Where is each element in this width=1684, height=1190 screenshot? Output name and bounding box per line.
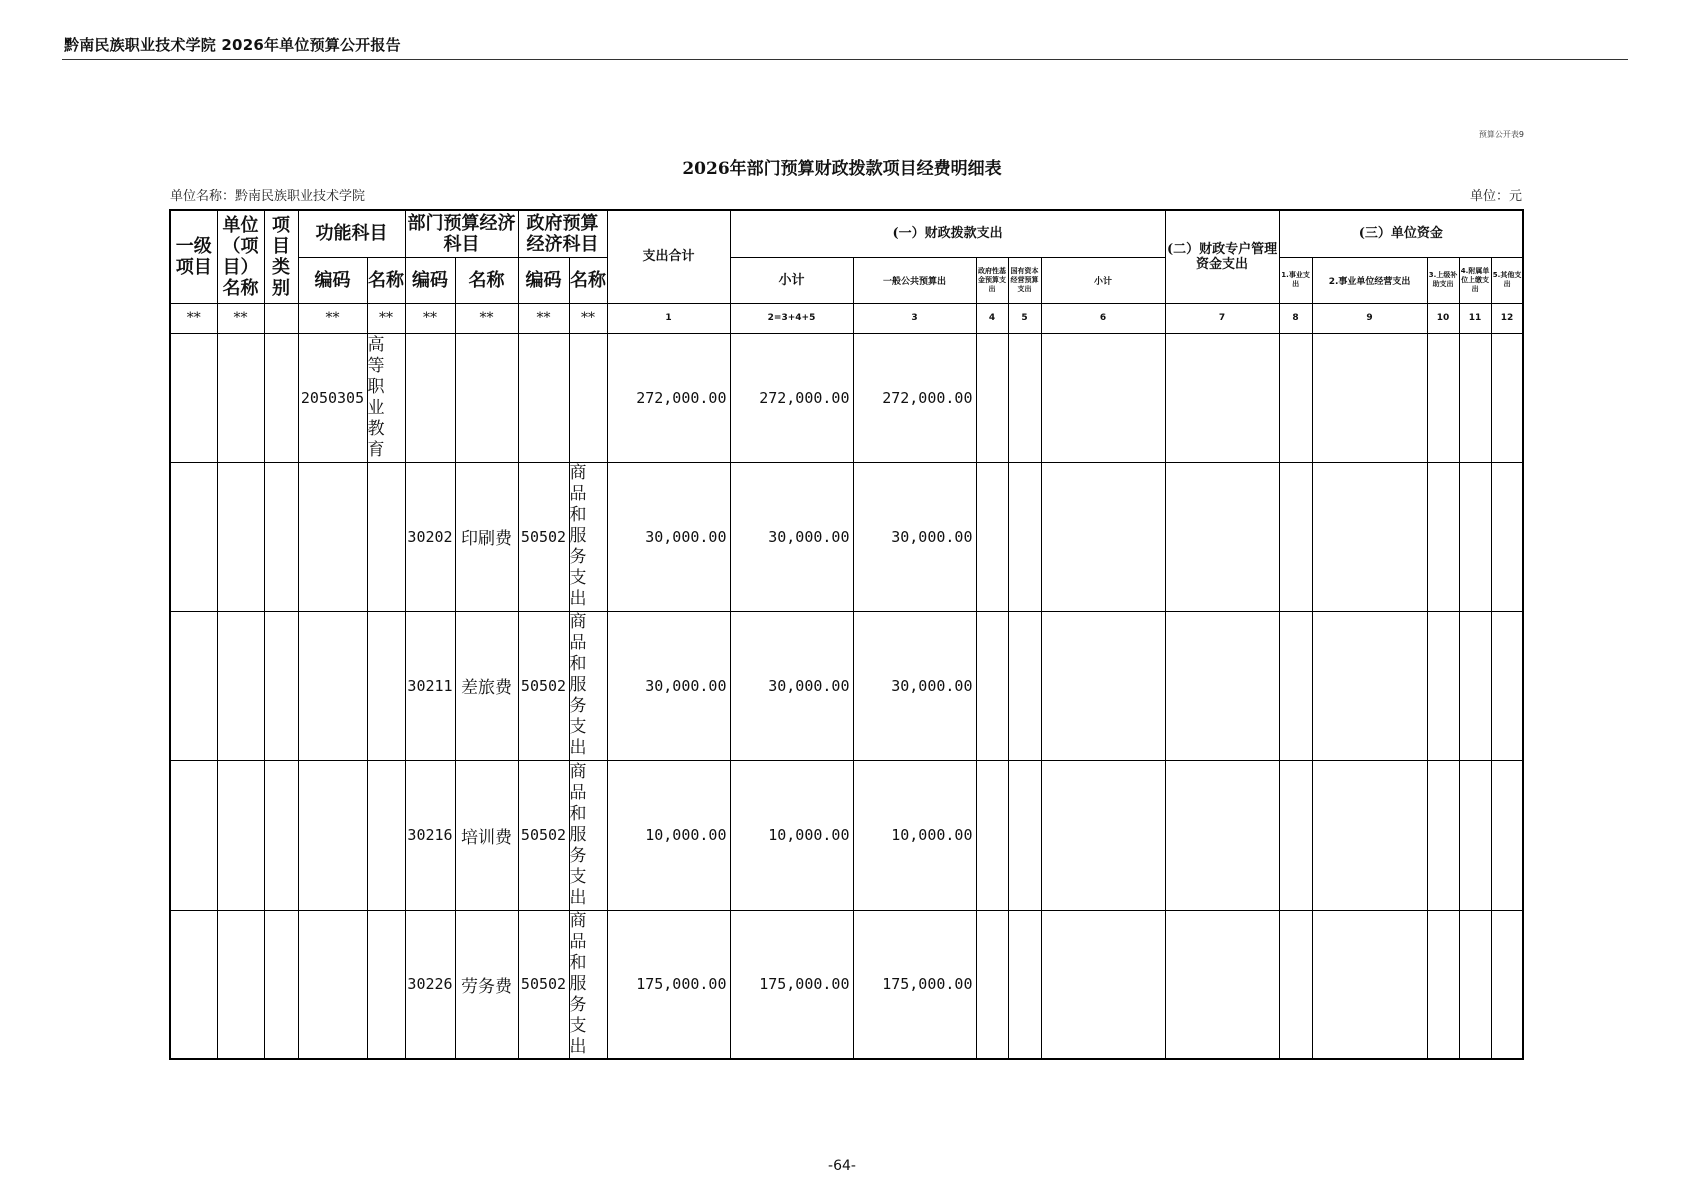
func-code-cell bbox=[298, 760, 367, 910]
func-code-cell bbox=[298, 462, 367, 611]
empty-cell bbox=[170, 462, 217, 611]
dept-code-cell: 30211 bbox=[405, 611, 455, 760]
table-row bbox=[170, 910, 1523, 1059]
header-fiscal: (一）财政拨款支出 bbox=[730, 210, 1165, 257]
table-row bbox=[170, 760, 1523, 910]
header-gov-econ-subject: 政府预算经济科目 bbox=[518, 210, 607, 257]
empty-cell bbox=[1165, 462, 1279, 611]
header-state-capital: 国有资本经营预算支出 bbox=[1008, 257, 1041, 303]
index-cell: 11 bbox=[1459, 303, 1491, 333]
total-cell: 175,000.00 bbox=[607, 910, 730, 1059]
page-header: 黔南民族职业技术学院 2026年单位预算公开报告 bbox=[64, 36, 401, 54]
header-unit-project-name: 单位（项目）名称 bbox=[217, 210, 264, 303]
empty-cell bbox=[1165, 611, 1279, 760]
empty-cell bbox=[170, 910, 217, 1059]
general-budget-cell: 175,000.00 bbox=[853, 910, 976, 1059]
empty-cell bbox=[170, 611, 217, 760]
index-cell: 12 bbox=[1491, 303, 1523, 333]
index-cell: 1 bbox=[607, 303, 730, 333]
index-cell: 4 bbox=[976, 303, 1008, 333]
empty-cell bbox=[1008, 910, 1041, 1059]
empty-cell bbox=[264, 760, 298, 910]
header-functional-subject: 功能科目 bbox=[298, 210, 405, 257]
gov-code-cell: 50502 bbox=[518, 462, 569, 611]
empty-cell bbox=[217, 910, 264, 1059]
empty-cell bbox=[1041, 333, 1165, 462]
func-name-cell bbox=[367, 611, 405, 760]
header-general-budget: 一般公共预算出 bbox=[853, 257, 976, 303]
unit-name: 单位名称：黔南民族职业技术学院 bbox=[170, 189, 366, 204]
general-budget-cell: 272,000.00 bbox=[853, 333, 976, 462]
header-other-expense: 5.其他支出 bbox=[1491, 257, 1523, 303]
header-gov-fund: 政府性基金预算支出 bbox=[976, 257, 1008, 303]
table-row bbox=[170, 611, 1523, 760]
dept-name-cell: 培训费 bbox=[455, 760, 518, 910]
index-cell: ** bbox=[217, 303, 264, 333]
empty-cell bbox=[1491, 910, 1523, 1059]
empty-cell bbox=[1459, 760, 1491, 910]
index-cell: ** bbox=[170, 303, 217, 333]
header-gov-code: 编码 bbox=[518, 257, 569, 303]
total-cell: 30,000.00 bbox=[607, 462, 730, 611]
header-func-code: 编码 bbox=[298, 257, 367, 303]
header-dept-econ-subject: 部门预算经济科目 bbox=[405, 210, 518, 257]
gov-name-cell: 商品和服务支出 bbox=[569, 910, 607, 1059]
header-fiscal-subtotal: 小计 bbox=[730, 257, 853, 303]
general-budget-cell: 30,000.00 bbox=[853, 611, 976, 760]
header-row-2 bbox=[170, 257, 1523, 303]
header-dept-name: 名称 bbox=[455, 257, 518, 303]
subtotal-cell: 30,000.00 bbox=[730, 462, 853, 611]
empty-cell bbox=[1491, 611, 1523, 760]
general-budget-cell: 10,000.00 bbox=[853, 760, 976, 910]
header-unit-funds: (三）单位资金 bbox=[1279, 210, 1523, 257]
empty-cell bbox=[1312, 910, 1427, 1059]
header-row-1 bbox=[170, 210, 1523, 257]
empty-cell bbox=[264, 333, 298, 462]
empty-cell bbox=[1427, 760, 1459, 910]
dept-name-cell bbox=[455, 333, 518, 462]
empty-cell bbox=[170, 333, 217, 462]
empty-cell bbox=[976, 611, 1008, 760]
func-name-cell bbox=[367, 462, 405, 611]
dept-name-cell: 差旅费 bbox=[455, 611, 518, 760]
dept-name-cell: 劳务费 bbox=[455, 910, 518, 1059]
empty-cell bbox=[1459, 333, 1491, 462]
empty-cell bbox=[1491, 760, 1523, 910]
empty-cell bbox=[1008, 760, 1041, 910]
header-dept-code: 编码 bbox=[405, 257, 455, 303]
empty-cell bbox=[264, 611, 298, 760]
empty-cell bbox=[1165, 760, 1279, 910]
empty-cell bbox=[1427, 611, 1459, 760]
header-gov-name: 名称 bbox=[569, 257, 607, 303]
total-cell: 10,000.00 bbox=[607, 760, 730, 910]
gov-code-cell: 50502 bbox=[518, 910, 569, 1059]
func-name-cell: 高等职业教育 bbox=[367, 333, 405, 462]
index-cell: 9 bbox=[1312, 303, 1427, 333]
index-cell: 6 bbox=[1041, 303, 1165, 333]
empty-cell bbox=[1459, 910, 1491, 1059]
header-total: 支出合计 bbox=[607, 210, 730, 303]
empty-cell bbox=[217, 760, 264, 910]
index-cell: ** bbox=[298, 303, 367, 333]
empty-cell bbox=[1459, 611, 1491, 760]
empty-cell bbox=[217, 333, 264, 462]
gov-name-cell: 商品和服务支出 bbox=[569, 760, 607, 910]
subtotal-cell: 175,000.00 bbox=[730, 910, 853, 1059]
index-cell: 10 bbox=[1427, 303, 1459, 333]
empty-cell bbox=[1491, 333, 1523, 462]
budget-table bbox=[169, 209, 1524, 1060]
index-cell: ** bbox=[367, 303, 405, 333]
index-cell: ** bbox=[405, 303, 455, 333]
header-biz-expense: 1.事业支出 bbox=[1279, 257, 1312, 303]
empty-cell bbox=[1427, 910, 1459, 1059]
index-cell bbox=[264, 303, 298, 333]
empty-cell bbox=[1279, 333, 1312, 462]
gov-code-cell bbox=[518, 333, 569, 462]
empty-cell bbox=[1008, 611, 1041, 760]
empty-cell bbox=[1041, 462, 1165, 611]
index-cell: ** bbox=[455, 303, 518, 333]
table-code: 预算公开表9 bbox=[1478, 130, 1524, 139]
index-cell: ** bbox=[518, 303, 569, 333]
empty-cell bbox=[1008, 462, 1041, 611]
empty-cell bbox=[1427, 462, 1459, 611]
header-project-type: 项目类别 bbox=[264, 210, 298, 303]
gov-code-cell: 50502 bbox=[518, 611, 569, 760]
empty-cell bbox=[264, 910, 298, 1059]
dept-code-cell: 30226 bbox=[405, 910, 455, 1059]
func-code-cell: 2050305 bbox=[298, 333, 367, 462]
index-cell: 5 bbox=[1008, 303, 1041, 333]
page-number: -64- bbox=[828, 1158, 856, 1174]
gov-code-cell: 50502 bbox=[518, 760, 569, 910]
empty-cell bbox=[1312, 462, 1427, 611]
header-special-account: (二）财政专户管理资金支出 bbox=[1165, 210, 1279, 303]
index-cell: 2=3+4+5 bbox=[730, 303, 853, 333]
total-cell: 272,000.00 bbox=[607, 333, 730, 462]
empty-cell bbox=[1312, 611, 1427, 760]
dept-name-cell: 印刷费 bbox=[455, 462, 518, 611]
empty-cell bbox=[1165, 333, 1279, 462]
header-func-name: 名称 bbox=[367, 257, 405, 303]
dept-code-cell: 30202 bbox=[405, 462, 455, 611]
empty-cell bbox=[217, 462, 264, 611]
header-biz-operating: 2.事业单位经营支出 bbox=[1312, 257, 1427, 303]
empty-cell bbox=[1312, 760, 1427, 910]
empty-cell bbox=[1312, 333, 1427, 462]
header-affiliated-turnover: 4.附属单位上缴支出 bbox=[1459, 257, 1491, 303]
total-cell: 30,000.00 bbox=[607, 611, 730, 760]
empty-cell bbox=[1459, 462, 1491, 611]
gov-name-cell: 商品和服务支出 bbox=[569, 462, 607, 611]
dept-code-cell bbox=[405, 333, 455, 462]
func-name-cell bbox=[367, 910, 405, 1059]
subtotal-cell: 10,000.00 bbox=[730, 760, 853, 910]
func-name-cell bbox=[367, 760, 405, 910]
money-unit: 单位：元 bbox=[1469, 189, 1522, 204]
empty-cell bbox=[976, 462, 1008, 611]
header-level1-project: 一级项目 bbox=[170, 210, 217, 303]
empty-cell bbox=[976, 333, 1008, 462]
index-cell: 7 bbox=[1165, 303, 1279, 333]
empty-cell bbox=[264, 462, 298, 611]
table-title: 2026年部门预算财政拨款项目经费明细表 bbox=[682, 159, 1002, 179]
header-unit-subtotal: 小计 bbox=[1041, 257, 1165, 303]
empty-cell bbox=[1279, 760, 1312, 910]
func-code-cell bbox=[298, 611, 367, 760]
empty-cell bbox=[1279, 611, 1312, 760]
empty-cell bbox=[217, 611, 264, 760]
empty-cell bbox=[1165, 910, 1279, 1059]
header-rule bbox=[62, 59, 1628, 60]
table-row bbox=[170, 462, 1523, 611]
subtotal-cell: 272,000.00 bbox=[730, 333, 853, 462]
empty-cell bbox=[976, 910, 1008, 1059]
empty-cell bbox=[1279, 462, 1312, 611]
general-budget-cell: 30,000.00 bbox=[853, 462, 976, 611]
index-cell: 8 bbox=[1279, 303, 1312, 333]
index-cell: 3 bbox=[853, 303, 976, 333]
empty-cell bbox=[1041, 910, 1165, 1059]
header-superior-subsidy: 3.上级补助支出 bbox=[1427, 257, 1459, 303]
empty-cell bbox=[976, 760, 1008, 910]
index-cell: ** bbox=[569, 303, 607, 333]
gov-name-cell bbox=[569, 333, 607, 462]
empty-cell bbox=[1041, 611, 1165, 760]
empty-cell bbox=[1008, 333, 1041, 462]
empty-cell bbox=[1491, 462, 1523, 611]
subtotal-cell: 30,000.00 bbox=[730, 611, 853, 760]
empty-cell bbox=[1427, 333, 1459, 462]
empty-cell bbox=[1041, 760, 1165, 910]
func-code-cell bbox=[298, 910, 367, 1059]
index-row bbox=[170, 303, 1523, 333]
empty-cell bbox=[170, 760, 217, 910]
dept-code-cell: 30216 bbox=[405, 760, 455, 910]
empty-cell bbox=[1279, 910, 1312, 1059]
table-row bbox=[170, 333, 1523, 462]
gov-name-cell: 商品和服务支出 bbox=[569, 611, 607, 760]
